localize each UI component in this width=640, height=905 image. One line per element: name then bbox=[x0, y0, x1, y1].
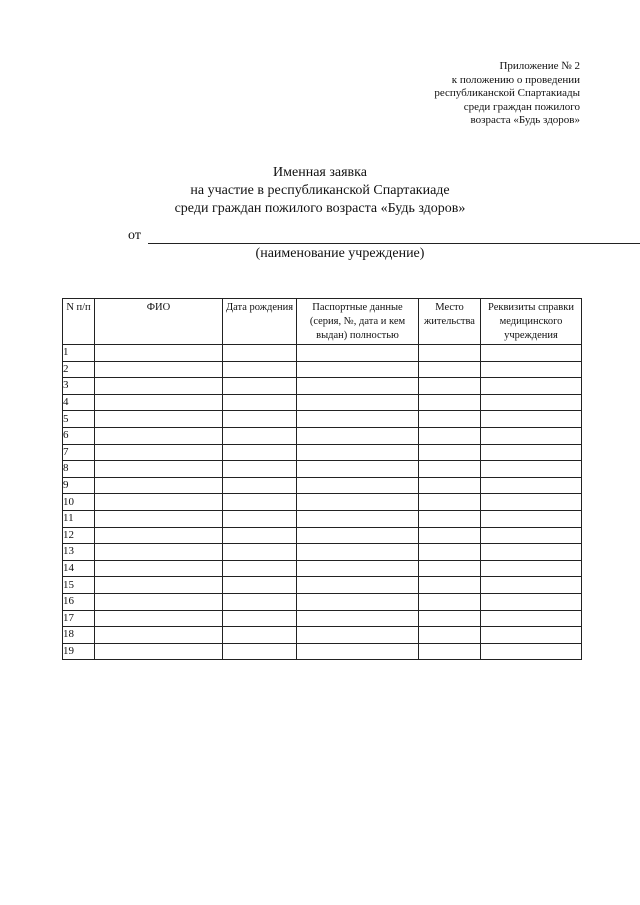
birth-date-cell[interactable] bbox=[223, 494, 297, 511]
organization-name-field[interactable] bbox=[148, 243, 640, 244]
passport-cell[interactable] bbox=[297, 643, 419, 660]
passport-cell[interactable] bbox=[297, 378, 419, 395]
medical-certificate-cell[interactable] bbox=[481, 610, 582, 627]
birth-date-cell[interactable] bbox=[223, 610, 297, 627]
residence-cell[interactable] bbox=[419, 627, 481, 644]
birth-date-cell[interactable] bbox=[223, 510, 297, 527]
title-line: на участие в республиканской Спартакиаде bbox=[190, 183, 450, 198]
birth-date-cell[interactable] bbox=[223, 544, 297, 561]
full-name-cell[interactable] bbox=[95, 494, 223, 511]
medical-certificate-cell[interactable] bbox=[481, 461, 582, 478]
residence-cell[interactable] bbox=[419, 527, 481, 544]
full-name-cell[interactable] bbox=[95, 394, 223, 411]
residence-cell[interactable] bbox=[419, 510, 481, 527]
table-body bbox=[63, 345, 582, 660]
row-number: 5 bbox=[63, 411, 95, 428]
table-row bbox=[63, 361, 582, 378]
row-number: 2 bbox=[63, 361, 95, 378]
row-number: 15 bbox=[63, 577, 95, 594]
medical-certificate-cell[interactable] bbox=[481, 544, 582, 561]
full-name-cell[interactable] bbox=[95, 477, 223, 494]
table-row bbox=[63, 378, 582, 395]
medical-certificate-cell[interactable] bbox=[481, 345, 582, 362]
from-organization-row bbox=[128, 228, 558, 248]
residence-cell[interactable] bbox=[419, 494, 481, 511]
birth-date-cell[interactable] bbox=[223, 444, 297, 461]
residence-cell[interactable] bbox=[419, 411, 481, 428]
header-number: N п/п bbox=[63, 299, 95, 345]
passport-cell[interactable] bbox=[297, 427, 419, 444]
table-row bbox=[63, 577, 582, 594]
full-name-cell[interactable] bbox=[95, 544, 223, 561]
birth-date-cell[interactable] bbox=[223, 477, 297, 494]
full-name-cell[interactable] bbox=[95, 643, 223, 660]
medical-certificate-cell[interactable] bbox=[481, 627, 582, 644]
row-number: 4 bbox=[63, 394, 95, 411]
appendix-line: республиканской Спартакиады bbox=[434, 87, 580, 100]
row-number: 9 bbox=[63, 477, 95, 494]
row-number: 11 bbox=[63, 510, 95, 527]
medical-certificate-cell[interactable] bbox=[481, 560, 582, 577]
residence-cell[interactable] bbox=[419, 593, 481, 610]
table-row bbox=[63, 593, 582, 610]
residence-cell[interactable] bbox=[419, 643, 481, 660]
birth-date-cell[interactable] bbox=[223, 461, 297, 478]
row-number: 19 bbox=[63, 643, 95, 660]
full-name-cell[interactable] bbox=[95, 411, 223, 428]
medical-certificate-cell[interactable] bbox=[481, 593, 582, 610]
table-row bbox=[63, 610, 582, 627]
table-row bbox=[63, 560, 582, 577]
passport-cell[interactable] bbox=[297, 510, 419, 527]
header-birth-date: Дата рождения bbox=[223, 299, 297, 345]
birth-date-cell[interactable] bbox=[223, 577, 297, 594]
full-name-cell[interactable] bbox=[95, 610, 223, 627]
header-residence: Место жительства bbox=[419, 299, 481, 345]
residence-cell[interactable] bbox=[419, 444, 481, 461]
row-number: 16 bbox=[63, 593, 95, 610]
title-line: Именная заявка bbox=[273, 165, 367, 180]
passport-cell[interactable] bbox=[297, 527, 419, 544]
passport-cell[interactable] bbox=[297, 411, 419, 428]
residence-cell[interactable] bbox=[419, 560, 481, 577]
residence-cell[interactable] bbox=[419, 477, 481, 494]
birth-date-cell[interactable] bbox=[223, 361, 297, 378]
participants-table bbox=[62, 298, 582, 660]
document-title bbox=[0, 164, 640, 218]
passport-cell[interactable] bbox=[297, 461, 419, 478]
passport-cell[interactable] bbox=[297, 627, 419, 644]
medical-certificate-cell[interactable] bbox=[481, 494, 582, 511]
passport-cell[interactable] bbox=[297, 477, 419, 494]
appendix-line: возраста «Будь здоров» bbox=[470, 114, 580, 127]
medical-certificate-cell[interactable] bbox=[481, 477, 582, 494]
birth-date-cell[interactable] bbox=[223, 627, 297, 644]
birth-date-cell[interactable] bbox=[223, 411, 297, 428]
passport-cell[interactable] bbox=[297, 610, 419, 627]
table-row bbox=[63, 345, 582, 362]
table-row bbox=[63, 627, 582, 644]
residence-cell[interactable] bbox=[419, 345, 481, 362]
table-row bbox=[63, 411, 582, 428]
medical-certificate-cell[interactable] bbox=[481, 527, 582, 544]
full-name-cell[interactable] bbox=[95, 527, 223, 544]
from-label: от bbox=[128, 228, 141, 243]
passport-cell[interactable] bbox=[297, 444, 419, 461]
passport-cell[interactable] bbox=[297, 593, 419, 610]
table-row bbox=[63, 643, 582, 660]
medical-certificate-cell[interactable] bbox=[481, 577, 582, 594]
row-number: 8 bbox=[63, 461, 95, 478]
table-header-row bbox=[63, 299, 582, 345]
row-number: 7 bbox=[63, 444, 95, 461]
medical-certificate-cell[interactable] bbox=[481, 444, 582, 461]
full-name-cell[interactable] bbox=[95, 461, 223, 478]
residence-cell[interactable] bbox=[419, 394, 481, 411]
header-medical-certificate: Реквизиты справки медицинского учреждения bbox=[481, 299, 582, 345]
table-row bbox=[63, 527, 582, 544]
passport-cell[interactable] bbox=[297, 394, 419, 411]
row-number: 17 bbox=[63, 610, 95, 627]
passport-cell[interactable] bbox=[297, 361, 419, 378]
table-row bbox=[63, 494, 582, 511]
full-name-cell[interactable] bbox=[95, 510, 223, 527]
birth-date-cell[interactable] bbox=[223, 378, 297, 395]
residence-cell[interactable] bbox=[419, 461, 481, 478]
medical-certificate-cell[interactable] bbox=[481, 361, 582, 378]
table-row bbox=[63, 544, 582, 561]
row-number: 1 bbox=[63, 345, 95, 362]
full-name-cell[interactable] bbox=[95, 444, 223, 461]
full-name-cell[interactable] bbox=[95, 345, 223, 362]
residence-cell[interactable] bbox=[419, 378, 481, 395]
full-name-cell[interactable] bbox=[95, 627, 223, 644]
residence-cell[interactable] bbox=[419, 361, 481, 378]
passport-cell[interactable] bbox=[297, 577, 419, 594]
header-full-name: ФИО bbox=[95, 299, 223, 345]
appendix-line: среди граждан пожилого bbox=[463, 100, 580, 113]
table-row bbox=[63, 461, 582, 478]
passport-cell[interactable] bbox=[297, 560, 419, 577]
medical-certificate-cell[interactable] bbox=[481, 643, 582, 660]
birth-date-cell[interactable] bbox=[223, 560, 297, 577]
table-row bbox=[63, 510, 582, 527]
organization-caption: (наименование учреждение) bbox=[255, 246, 425, 261]
table-row bbox=[63, 444, 582, 461]
passport-cell[interactable] bbox=[297, 544, 419, 561]
title-line: среди граждан пожилого возраста «Будь здоров» bbox=[174, 201, 466, 216]
medical-certificate-cell[interactable] bbox=[481, 394, 582, 411]
passport-cell[interactable] bbox=[297, 345, 419, 362]
appendix-note bbox=[340, 60, 580, 128]
full-name-cell[interactable] bbox=[95, 361, 223, 378]
row-number: 18 bbox=[63, 627, 95, 644]
row-number: 10 bbox=[63, 494, 95, 511]
appendix-line: Приложение № 2 bbox=[499, 60, 580, 72]
residence-cell[interactable] bbox=[419, 577, 481, 594]
table-row bbox=[63, 394, 582, 411]
full-name-cell[interactable] bbox=[95, 593, 223, 610]
full-name-cell[interactable] bbox=[95, 577, 223, 594]
table-row bbox=[63, 477, 582, 494]
residence-cell[interactable] bbox=[419, 544, 481, 561]
row-number: 13 bbox=[63, 544, 95, 561]
birth-date-cell[interactable] bbox=[223, 345, 297, 362]
birth-date-cell[interactable] bbox=[223, 527, 297, 544]
row-number: 3 bbox=[63, 378, 95, 395]
full-name-cell[interactable] bbox=[95, 378, 223, 395]
medical-certificate-cell[interactable] bbox=[481, 378, 582, 395]
full-name-cell[interactable] bbox=[95, 427, 223, 444]
row-number: 14 bbox=[63, 560, 95, 577]
medical-certificate-cell[interactable] bbox=[481, 510, 582, 527]
residence-cell[interactable] bbox=[419, 427, 481, 444]
birth-date-cell[interactable] bbox=[223, 427, 297, 444]
medical-certificate-cell[interactable] bbox=[481, 427, 582, 444]
row-number: 6 bbox=[63, 427, 95, 444]
table-row bbox=[63, 427, 582, 444]
birth-date-cell[interactable] bbox=[223, 394, 297, 411]
row-number: 12 bbox=[63, 527, 95, 544]
passport-cell[interactable] bbox=[297, 494, 419, 511]
birth-date-cell[interactable] bbox=[223, 643, 297, 660]
residence-cell[interactable] bbox=[419, 610, 481, 627]
full-name-cell[interactable] bbox=[95, 560, 223, 577]
birth-date-cell[interactable] bbox=[223, 593, 297, 610]
medical-certificate-cell[interactable] bbox=[481, 411, 582, 428]
header-passport: Паспортные данные (серия, №, дата и кем выдан) полностью bbox=[297, 299, 419, 345]
appendix-line: к положению о проведении bbox=[451, 73, 580, 86]
